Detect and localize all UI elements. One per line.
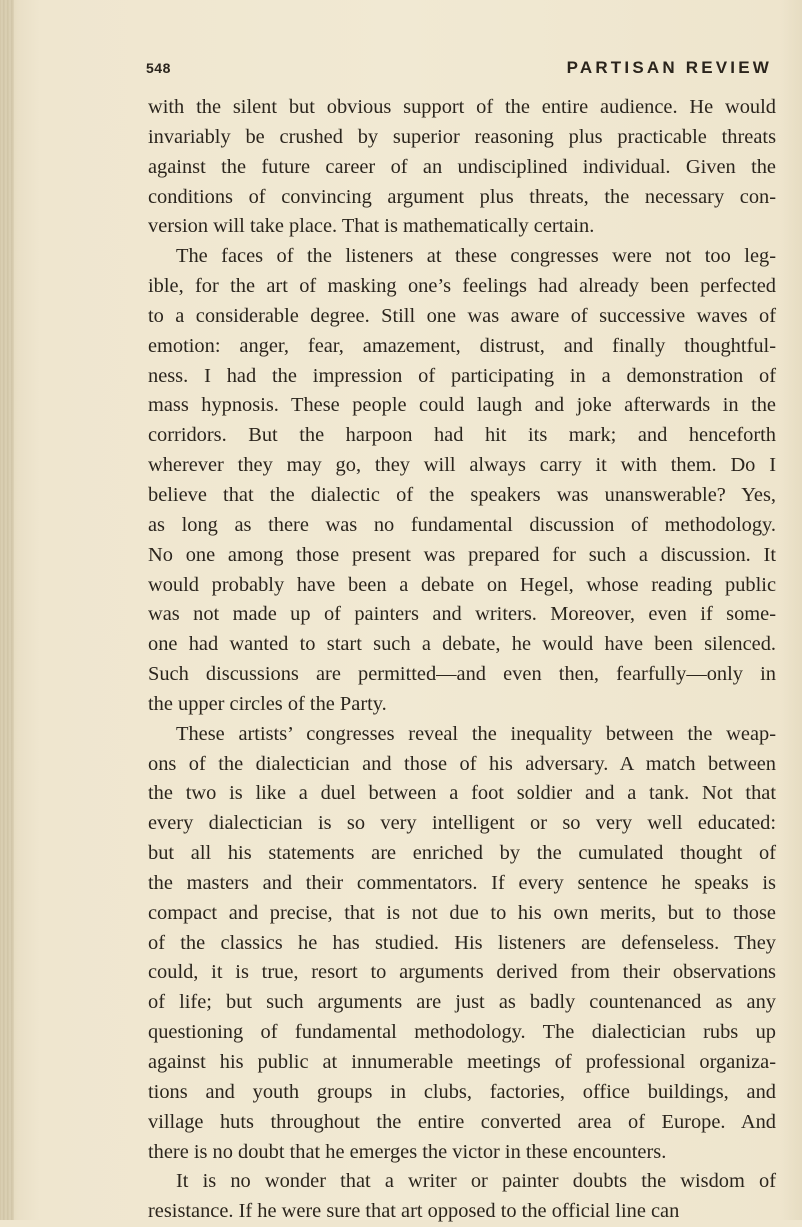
text-line: It is no wonder that a writer or painter doubts the wisdom of: [176, 1170, 776, 1193]
text-line: believe that the dialectic of the speakers was unanswerable? Yes,: [148, 483, 776, 506]
book-spine-edge: [0, 0, 14, 1220]
text-line: of the classics he has studied. His listeners are defenseless. They: [148, 931, 776, 954]
text-line: emotion: anger, fear, amazement, distrust, and finally thoughtful-: [148, 334, 776, 357]
text-line: wherever they may go, they will always carry it with them. Do I: [148, 454, 776, 477]
text-line: questioning of fundamental methodology. The dialectician rubs up: [148, 1021, 776, 1044]
text-line: every dialectician is so very intelligent or so very well educated:: [148, 812, 776, 835]
text-line: was not made up of painters and writers. Moreover, even if some-: [148, 603, 776, 626]
text-line: tions and youth groups in clubs, factories, office buildings, and: [148, 1080, 776, 1103]
text-line: one had wanted to start such a debate, he would have been silenced.: [148, 633, 776, 656]
text-line: the upper circles of the Party.: [148, 692, 387, 715]
text-line: compact and precise, that is not due to his own merits, but to those: [148, 901, 776, 924]
text-line: invariably be crushed by superior reasoning plus practicable threats: [148, 125, 776, 148]
text-line: against the future career of an undisciplined individual. Given the: [148, 155, 776, 178]
text-line: resistance. If he were sure that art opposed to the official line can: [148, 1200, 680, 1223]
paragraph: [148, 242, 776, 720]
page-header: [146, 58, 772, 82]
text-line: Such discussions are permitted—and even then, fearfully—only in: [148, 663, 776, 686]
text-line: could, it is true, resort to arguments derived from their observations: [148, 961, 776, 984]
text-line: with the silent but obvious support of the entire audience. He would: [148, 96, 776, 118]
text-line: version will take place. That is mathematically certain.: [148, 215, 595, 238]
text-line: but all his statements are enriched by the cumulated thought of: [148, 842, 776, 865]
text-line: the two is like a duel between a foot soldier and a tank. Not that: [148, 782, 776, 805]
page-number: 548: [146, 60, 171, 76]
text-line: conditions of convincing argument plus threats, the necessary con-: [148, 185, 776, 208]
text-line: would probably have been a debate on Hegel, whose reading public: [148, 573, 776, 596]
text-line: corridors. But the harpoon had hit its mark; and henceforth: [148, 424, 776, 447]
text-line: there is no doubt that he emerges the victor in these encounters.: [148, 1140, 667, 1163]
text-line: These artists’ congresses reveal the inequality between the weap-: [176, 722, 776, 745]
text-line: mass hypnosis. These people could laugh and joke afterwards in the: [148, 394, 776, 417]
running-head: PARTISAN REVIEW: [566, 58, 772, 77]
paragraph: [148, 93, 776, 242]
text-line: the masters and their commentators. If every sentence he speaks is: [148, 871, 776, 894]
paragraph: [148, 720, 776, 1168]
body-text: [148, 93, 776, 1227]
text-line: The faces of the listeners at these congresses were not too leg-: [176, 245, 776, 268]
text-line: as long as there was no fundamental discussion of methodology.: [148, 513, 776, 536]
paragraph: [148, 1167, 776, 1227]
text-line: of life; but such arguments are just as badly countenanced as any: [148, 991, 776, 1014]
text-line: village huts throughout the entire converted area of Europe. And: [148, 1110, 776, 1133]
text-line: against his public at innumerable meetings of professional organiza-: [148, 1051, 776, 1073]
text-line: ons of the dialectician and those of his adversary. A match between: [148, 752, 776, 775]
text-line: No one among those present was prepared for such a discussion. It: [148, 543, 776, 566]
text-line: ness. I had the impression of participating in a demonstration of: [148, 364, 776, 387]
text-line: to a considerable degree. Still one was aware of successive waves of: [148, 304, 776, 327]
text-line: ible, for the art of masking one’s feelings had already been perfected: [148, 275, 776, 298]
